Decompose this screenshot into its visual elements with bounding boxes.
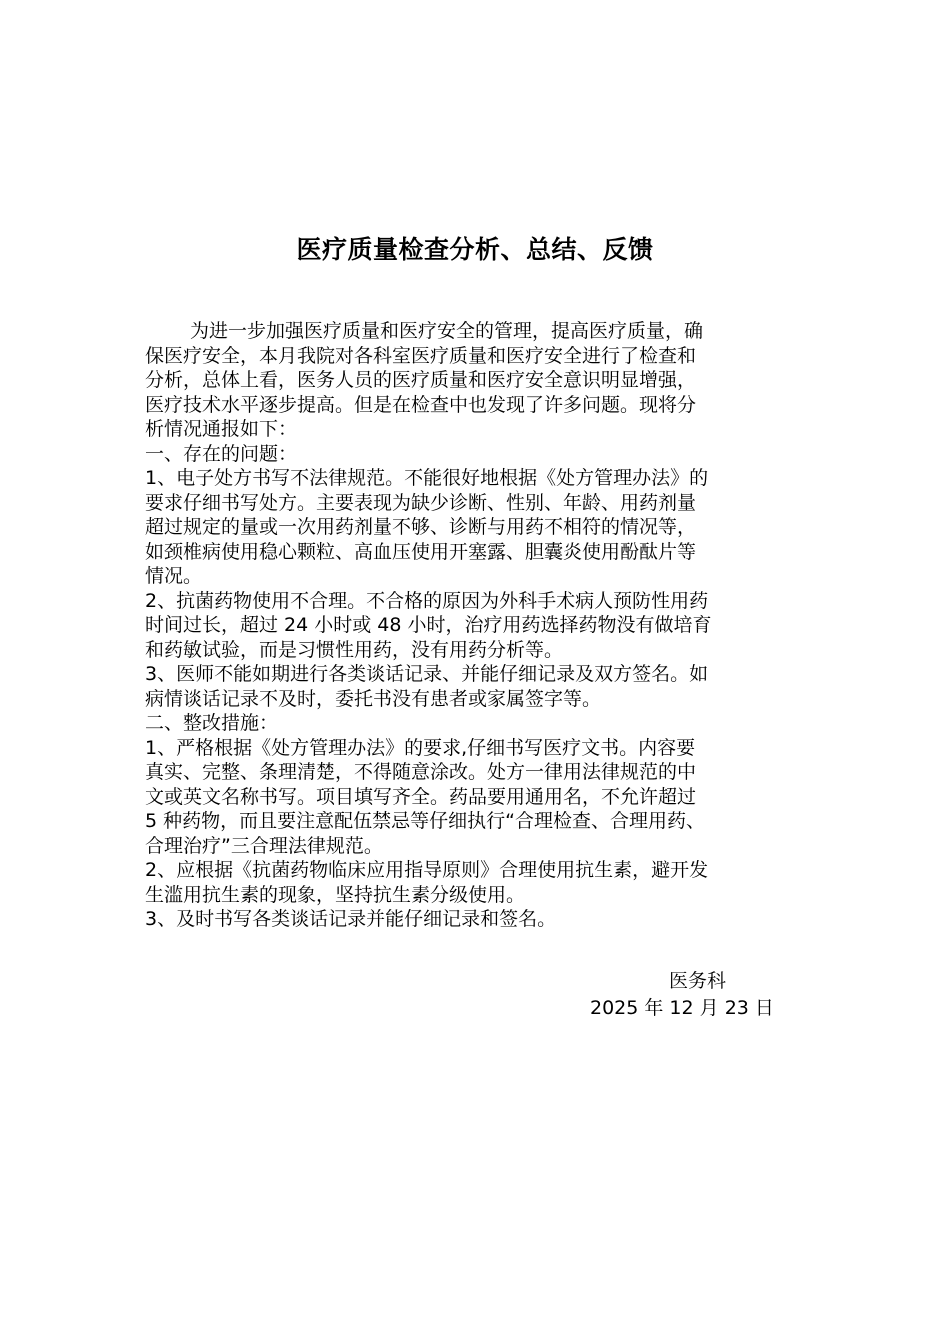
- intro-line-3: 分析，总体上看，医务人员的医疗质量和医疗安全意识明显增强，: [145, 369, 697, 391]
- measure-1-line-1: 1、严格根据《处方管理办法》的要求,仔细书写医疗文书。内容要: [145, 736, 696, 759]
- document-title: 医疗质量检查分析、总结、反馈: [296, 235, 654, 264]
- problem-3-line-2: 病情谈话记录不及时，委托书没有患者或家属签字等。: [145, 687, 602, 710]
- intro-line-5: 析情况通报如下：: [145, 418, 298, 440]
- measure-1-line-3: 文或英文名称书写。项目填写齐全。药品要用通用名，不允许超过: [145, 785, 697, 808]
- signature-date: 2025 年 12 月 23 日: [590, 997, 774, 1019]
- measure-2-line-2: 生滥用抗生素的现象，坚持抗生素分级使用。: [145, 883, 526, 906]
- problem-2-line-3: 和药敏试验，而是习惯性用药，没有用药分析等。: [145, 638, 564, 661]
- problem-1-line-1: 1、电子处方书写不法律规范。不能很好地根据《处方管理办法》的: [145, 467, 709, 489]
- section-heading-measures: 二、整改措施：: [145, 712, 279, 734]
- measure-2-line-1: 2、应根据《抗菌药物临床应用指导原则》合理使用抗生素，避开发: [145, 859, 709, 881]
- intro-line-2: 保医疗安全，本月我院对各科室医疗质量和医疗安全进行了检查和: [145, 344, 697, 367]
- signature-department: 医务科: [669, 970, 727, 992]
- intro-line-1: 为进一步加强医疗质量和医疗安全的管理，提高医疗质量，确: [190, 320, 704, 342]
- measure-1-line-4: 5 种药物，而且要注意配伍禁忌等仔细执行“合理检查、合理用药、: [145, 810, 705, 832]
- measure-1-line-2: 真实、完整、条理清楚，不得随意涂改。处方一律用法律规范的中: [145, 761, 697, 783]
- problem-1-line-2: 要求仔细书写处方。主要表现为缺少诊断、性别、年龄、用药剂量: [145, 491, 697, 514]
- problem-1-line-4: 如颈椎病使用稳心颗粒、高血压使用开塞露、胆囊炎使用酚酞片等: [145, 540, 697, 563]
- measure-1-line-5: 合理治疗”三合理法律规范。: [145, 834, 383, 857]
- problem-1-line-3: 超过规定的量或一次用药剂量不够、诊断与用药不相符的情况等，: [145, 516, 697, 538]
- problem-2-line-2: 时间过长，超过 24 小时或 48 小时，治疗用药选择药物没有做培育: [145, 614, 712, 636]
- intro-line-4: 医疗技术水平逐步提高。但是在检查中也发现了许多问题。现将分: [145, 393, 697, 416]
- problem-1-line-5: 情况。: [145, 565, 203, 587]
- section-heading-problems: 一、存在的问题：: [145, 442, 298, 465]
- measure-3-line-1: 3、及时书写各类谈话记录并能仔细记录和签名。: [145, 908, 557, 930]
- document-body: [145, 319, 825, 932]
- problem-2-line-1: 2、抗菌药物使用不合理。不合格的原因为外科手术病人预防性用药: [145, 589, 709, 612]
- problem-3-line-1: 3、医师不能如期进行各类谈话记录、并能仔细记录及双方签名。如: [145, 663, 709, 685]
